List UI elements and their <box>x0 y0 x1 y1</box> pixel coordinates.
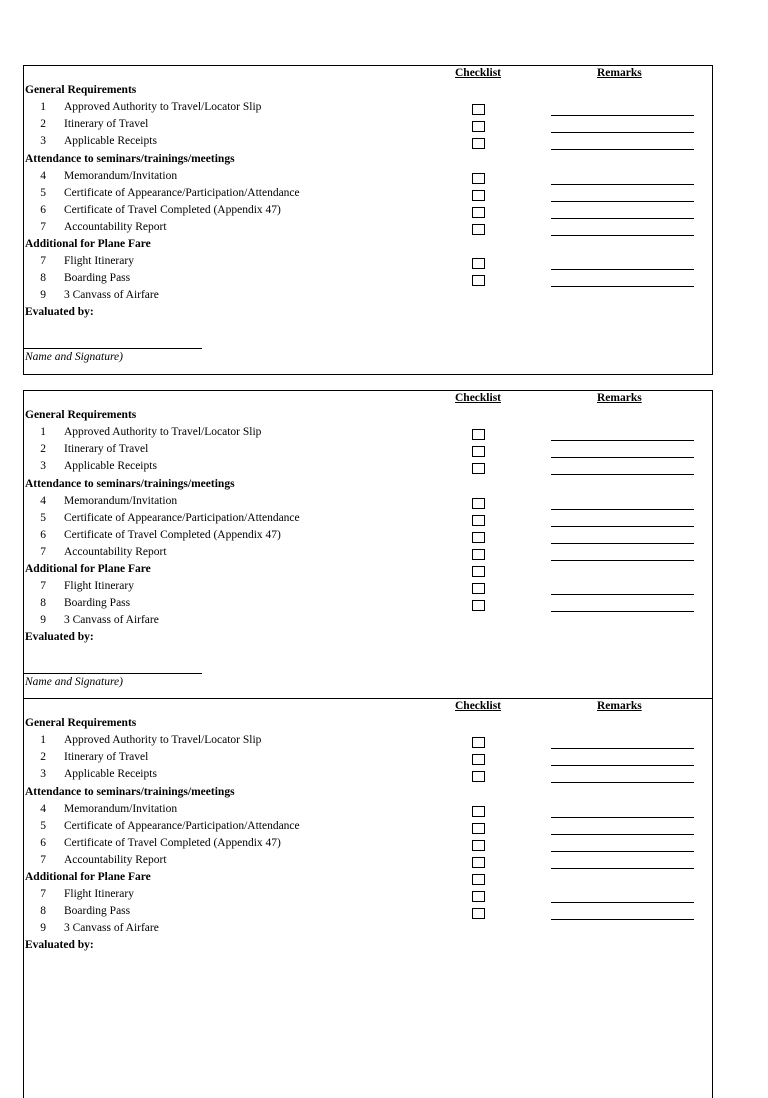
section-attendance: Attendance to seminars/trainings/meetings <box>25 477 235 490</box>
item-label: Flight Itinerary <box>64 255 134 268</box>
checklist-form-1 <box>23 65 713 375</box>
remarks-line[interactable] <box>551 474 694 475</box>
checkbox[interactable] <box>472 600 485 611</box>
remarks-line[interactable] <box>551 269 694 270</box>
section-general-requirements: General Requirements <box>25 84 137 97</box>
item-label: 3 Canvass of Airfare <box>64 614 159 627</box>
item-label: Boarding Pass <box>64 597 131 610</box>
checkbox[interactable] <box>472 224 485 235</box>
checkbox[interactable] <box>472 840 485 851</box>
item-number: 7 <box>40 888 46 901</box>
item-number: 3 <box>40 768 46 781</box>
item-number: 7 <box>40 853 46 866</box>
item-number: 2 <box>40 443 46 456</box>
remarks-line[interactable] <box>551 902 694 903</box>
remarks-line[interactable] <box>551 560 694 561</box>
item-number: 1 <box>40 101 46 114</box>
checkbox[interactable] <box>472 429 485 440</box>
remarks-line[interactable] <box>551 218 694 219</box>
remarks-line[interactable] <box>551 509 694 510</box>
item-label: Flight Itinerary <box>64 888 134 901</box>
checklist-header: Checklist <box>455 700 501 712</box>
item-label: Approved Authority to Travel/Locator Slip <box>64 101 262 114</box>
item-number: 1 <box>40 734 46 747</box>
checkbox[interactable] <box>472 771 485 782</box>
checkbox[interactable] <box>472 275 485 286</box>
item-label: Memorandum/Invitation <box>64 802 178 815</box>
checkbox[interactable] <box>472 806 485 817</box>
item-number: 8 <box>40 597 46 610</box>
item-number: 2 <box>40 751 46 764</box>
checkbox[interactable] <box>472 874 485 885</box>
item-number: 4 <box>40 169 46 182</box>
checkbox[interactable] <box>472 823 485 834</box>
checklist-form-2 <box>23 390 713 699</box>
checkbox[interactable] <box>472 737 485 748</box>
item-label: Boarding Pass <box>64 905 131 918</box>
checklist-form-3 <box>23 698 713 1098</box>
item-number: 4 <box>40 802 46 815</box>
checkbox[interactable] <box>472 138 485 149</box>
checkbox[interactable] <box>472 498 485 509</box>
remarks-line[interactable] <box>551 235 694 236</box>
remarks-line[interactable] <box>551 817 694 818</box>
item-label: Memorandum/Invitation <box>64 494 178 507</box>
remarks-line[interactable] <box>551 611 694 612</box>
item-label: 3 Canvass of Airfare <box>64 289 159 302</box>
checklist-header: Checklist <box>455 67 501 79</box>
item-label: Itinerary of Travel <box>64 443 149 456</box>
remarks-line[interactable] <box>551 132 694 133</box>
remarks-line[interactable] <box>551 149 694 150</box>
section-plane-fare: Additional for Plane Fare <box>25 871 151 883</box>
remarks-line[interactable] <box>551 782 694 783</box>
item-label: Memorandum/Invitation <box>64 169 178 182</box>
remarks-line[interactable] <box>551 201 694 202</box>
remarks-line[interactable] <box>551 748 694 749</box>
item-label: Certificate of Appearance/Participation/Attendance <box>64 511 300 524</box>
remarks-line[interactable] <box>551 919 694 920</box>
section-attendance: Attendance to seminars/trainings/meetings <box>25 785 235 798</box>
item-number: 6 <box>40 203 46 216</box>
item-number: 7 <box>40 580 46 593</box>
item-number: 7 <box>40 220 46 233</box>
section-general-requirements: General Requirements <box>25 717 137 730</box>
remarks-line[interactable] <box>551 526 694 527</box>
item-number: 9 <box>40 614 46 627</box>
remarks-line[interactable] <box>551 851 694 852</box>
item-label: Itinerary of Travel <box>64 118 149 131</box>
remarks-line[interactable] <box>551 286 694 287</box>
item-number: 3 <box>40 135 46 148</box>
item-number: 9 <box>40 922 46 935</box>
checkbox[interactable] <box>472 891 485 902</box>
checkbox[interactable] <box>472 583 485 594</box>
checkbox[interactable] <box>472 754 485 765</box>
item-number: 8 <box>40 272 46 285</box>
remarks-line[interactable] <box>551 184 694 185</box>
item-label: Certificate of Travel Completed (Appendix 47) <box>64 836 281 849</box>
item-label: Applicable Receipts <box>64 768 157 781</box>
item-number: 7 <box>40 545 46 558</box>
remarks-line[interactable] <box>551 115 694 116</box>
item-label: Certificate of Travel Completed (Appendix 47) <box>64 528 281 541</box>
checkbox[interactable] <box>472 549 485 560</box>
item-label: Certificate of Appearance/Participation/Attendance <box>64 819 300 832</box>
item-number: 6 <box>40 528 46 541</box>
item-label: Boarding Pass <box>64 272 131 285</box>
checkbox[interactable] <box>472 463 485 474</box>
remarks-line[interactable] <box>551 440 694 441</box>
item-label: Itinerary of Travel <box>64 751 149 764</box>
remarks-line[interactable] <box>551 834 694 835</box>
item-label: Accountability Report <box>64 220 167 233</box>
remarks-header: Remarks <box>597 67 642 79</box>
item-number: 5 <box>40 186 46 199</box>
checkbox[interactable] <box>472 515 485 526</box>
item-number: 5 <box>40 511 46 524</box>
item-label: Approved Authority to Travel/Locator Slip <box>64 426 262 439</box>
checkbox[interactable] <box>472 566 485 577</box>
evaluated-by-label: Evaluated by: <box>25 306 94 319</box>
checkbox[interactable] <box>472 258 485 269</box>
signature-caption: Name and Signature) <box>25 351 123 364</box>
remarks-header: Remarks <box>597 392 642 404</box>
item-number: 6 <box>40 836 46 849</box>
section-attendance: Attendance to seminars/trainings/meetings <box>25 152 235 165</box>
checkbox[interactable] <box>472 207 485 218</box>
section-plane-fare: Additional for Plane Fare <box>25 563 151 575</box>
evaluated-by-label: Evaluated by: <box>25 631 94 644</box>
checkbox[interactable] <box>472 908 485 919</box>
remarks-header: Remarks <box>597 700 642 712</box>
item-number: 1 <box>40 426 46 439</box>
checkbox[interactable] <box>472 190 485 201</box>
item-label: Applicable Receipts <box>64 135 157 148</box>
signature-caption: Name and Signature) <box>25 676 123 689</box>
remarks-line[interactable] <box>551 765 694 766</box>
item-number: 7 <box>40 255 46 268</box>
item-label: Accountability Report <box>64 853 167 866</box>
item-number: 5 <box>40 819 46 832</box>
checkbox[interactable] <box>472 532 485 543</box>
item-label: Accountability Report <box>64 545 167 558</box>
item-label: Approved Authority to Travel/Locator Slip <box>64 734 262 747</box>
item-number: 4 <box>40 494 46 507</box>
checkbox[interactable] <box>472 173 485 184</box>
checklist-header: Checklist <box>455 392 501 404</box>
item-number: 9 <box>40 289 46 302</box>
item-number: 8 <box>40 905 46 918</box>
signature-line[interactable] <box>24 348 202 349</box>
item-label: Flight Itinerary <box>64 580 134 593</box>
checkbox[interactable] <box>472 857 485 868</box>
checkbox[interactable] <box>472 121 485 132</box>
item-label: 3 Canvass of Airfare <box>64 922 159 935</box>
remarks-line[interactable] <box>551 868 694 869</box>
item-number: 3 <box>40 460 46 473</box>
item-number: 2 <box>40 118 46 131</box>
remarks-line[interactable] <box>551 457 694 458</box>
item-label: Certificate of Appearance/Participation/Attendance <box>64 186 300 199</box>
section-general-requirements: General Requirements <box>25 409 137 422</box>
signature-line[interactable] <box>24 673 202 674</box>
checkbox[interactable] <box>472 104 485 115</box>
item-label: Certificate of Travel Completed (Appendix 47) <box>64 203 281 216</box>
remarks-line[interactable] <box>551 543 694 544</box>
remarks-line[interactable] <box>551 594 694 595</box>
evaluated-by-label: Evaluated by: <box>25 939 94 952</box>
checkbox[interactable] <box>472 446 485 457</box>
section-plane-fare: Additional for Plane Fare <box>25 238 151 250</box>
item-label: Applicable Receipts <box>64 460 157 473</box>
